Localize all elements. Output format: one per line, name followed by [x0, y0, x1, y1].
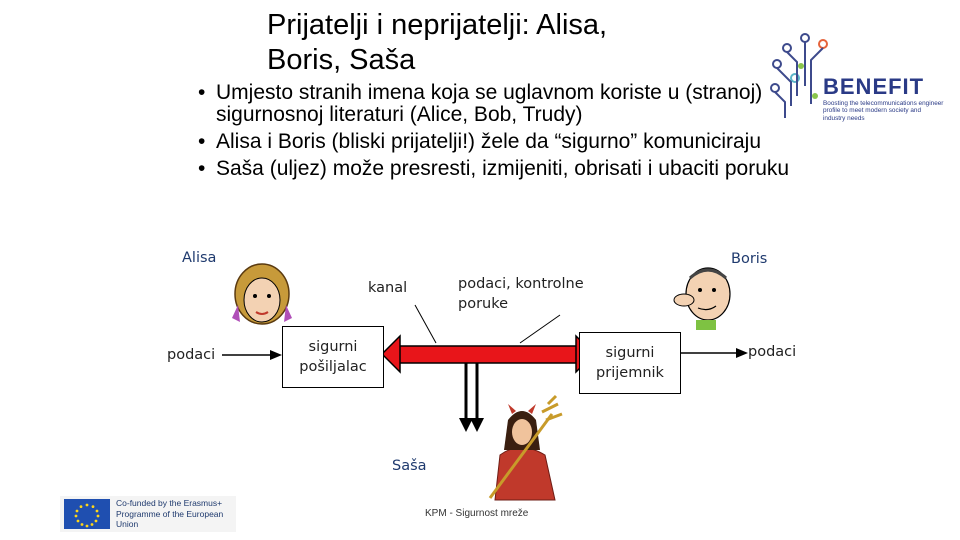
secure-sender-label: sigurni pošiljalac — [299, 339, 367, 375]
alisa-cartoon-icon — [232, 264, 292, 324]
eu-flag-icon — [64, 499, 110, 529]
eu-logo — [60, 496, 236, 532]
alisa-label: Alisa — [182, 250, 217, 266]
sasa-devil-cartoon-icon — [490, 396, 562, 500]
channel-arrow-left — [382, 336, 400, 372]
bullet-item: • Umjesto stranih imena koja se uglavnom koriste u (stranoj) sigurnosnoj literaturi (Alice, Bob, Trudy) — [198, 82, 818, 126]
tap-arrow-head — [470, 418, 484, 432]
sasa-label: Saša — [392, 458, 427, 474]
bullet-item: • Saša (uljez) može presresti, izmijeniti, obrisati i ubaciti poruku — [198, 158, 818, 180]
benefit-tagline: Boosting the telecommunications engineer profile to meet modern society and industry needs — [823, 100, 944, 122]
secure-receiver-box — [579, 332, 681, 394]
tap-lines — [466, 363, 477, 418]
podaci-input-label: podaci — [167, 347, 216, 363]
kanal-pointer — [415, 305, 436, 343]
footer-text: KPM - Sigurnost mreže — [425, 508, 529, 519]
kanal-label: kanal — [368, 280, 408, 296]
benefit-name: BENEFIT — [823, 74, 925, 99]
bullet-item: • Alisa i Boris (bliski prijatelji!) žele da “sigurno” komuniciraju — [198, 131, 818, 153]
output-arrow-head — [736, 348, 748, 358]
boris-cartoon-icon — [674, 268, 730, 330]
eu-cofunded-text: Co-funded by the Erasmus+ Programme of the European Union — [116, 498, 224, 529]
page-title: Prijatelji i neprijatelji: Alisa, Boris, Saša — [267, 9, 608, 76]
tap-arrow-head — [459, 418, 473, 432]
secure-sender-box — [282, 326, 384, 388]
secure-receiver-label: sigurni prijemnik — [596, 345, 664, 381]
kontrolne-label: podaci, kontrolne poruke — [458, 276, 584, 312]
input-arrow-head — [270, 350, 282, 360]
podaci-output-label: podaci — [748, 344, 797, 360]
boris-label: Boris — [731, 251, 768, 267]
channel-bar — [395, 346, 581, 363]
kontrolne-pointer — [520, 315, 560, 343]
